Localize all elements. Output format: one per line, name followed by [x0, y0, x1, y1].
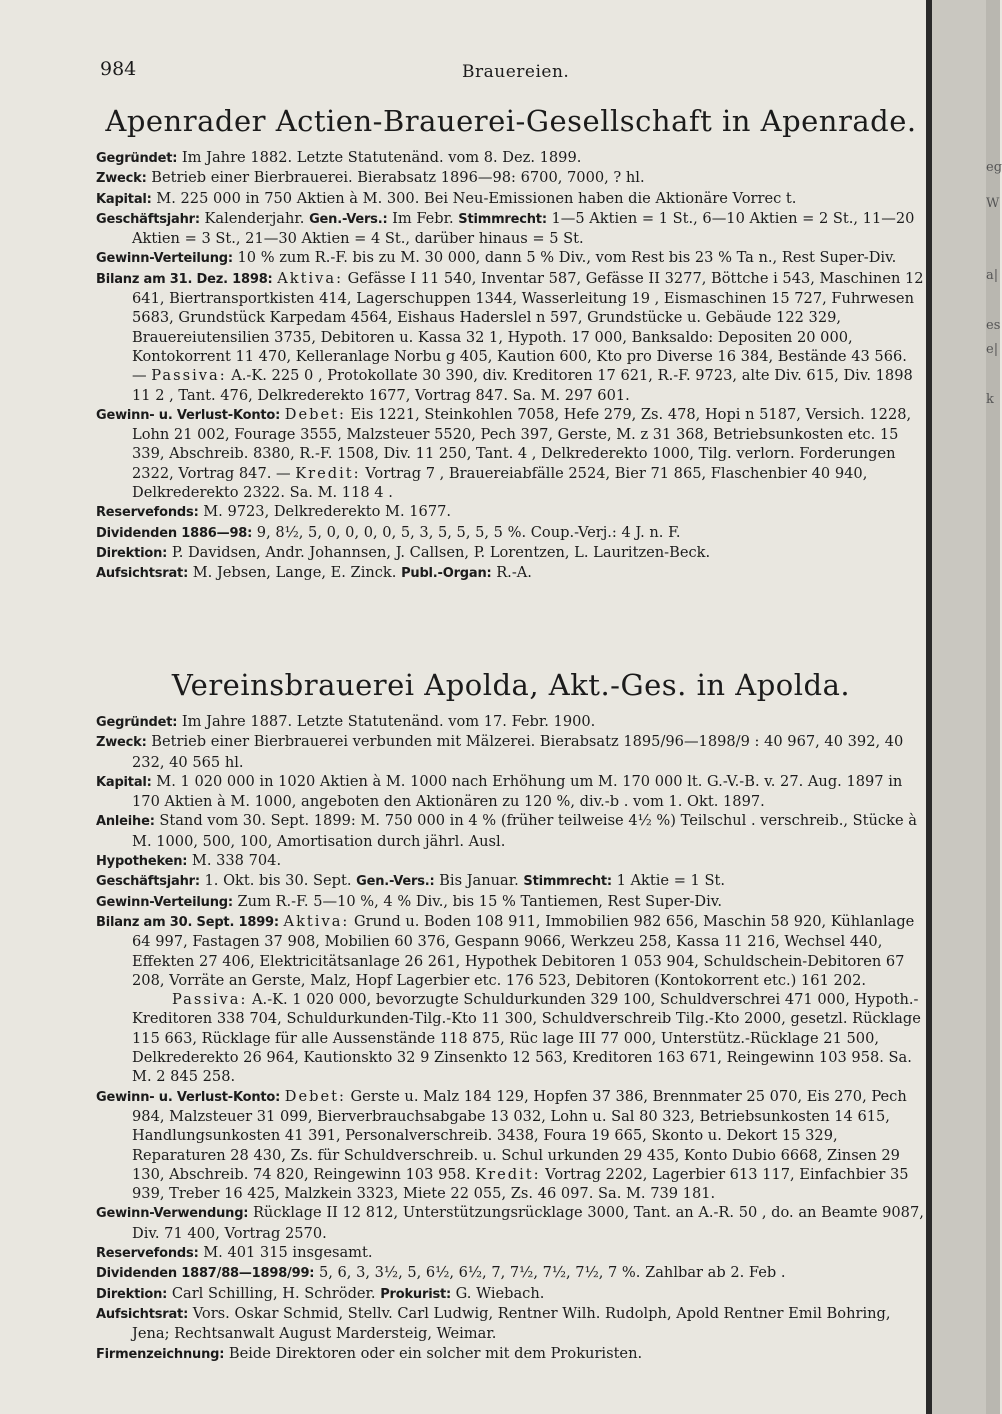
page-header [100, 58, 900, 88]
entry-label: Gewinn- u. Verlust-Konto: [96, 1089, 281, 1105]
entry-label: Kapital: [96, 191, 152, 207]
entry-dividenden [96, 1263, 926, 1283]
entry-label: Gewinn-Verteilung: [96, 894, 233, 910]
entry-kapital [96, 772, 926, 812]
entry-text: M. 401 315 insgesamt. [203, 1244, 373, 1262]
entry-text: P. Davidsen, Andr. Johannsen, J. Callsen, P. Lorentzen, L. Lauritzen-Beck. [171, 543, 711, 561]
gutter-fragment: W [986, 196, 1000, 211]
entry-label: Firmenzeichnung: [96, 1346, 225, 1362]
entry-text: 1 Aktie = 1 St. [616, 872, 725, 890]
entry-text: Vortrag 7 , Brauereiabfälle 2524, Bier 71 865, Flaschenbier 40 940, Delkrederekto 2322. Sa. M. 118 4 . [132, 464, 868, 502]
binding-gutter [926, 0, 1000, 1414]
debet-word: Debet: [284, 405, 346, 423]
entry-text: M. 225 000 in 750 Aktien à M. 300. Bei Neu-Emissionen haben die Aktionäre Vorrec t. [156, 189, 797, 207]
entry-label: Bilanz am 31. Dez. 1898: [96, 271, 273, 287]
entry-text: 1—5 Aktien = 1 St., 6—10 Aktien = 2 St., 11—20 Aktien = 3 St., 21—30 Aktien = 4 St., darüber hinaus = 5 St. [132, 209, 915, 248]
entry-gewinn-verteilung [96, 248, 926, 268]
entry-label: Zweck: [96, 735, 147, 751]
entry-kapital [96, 189, 926, 209]
entry-text: M. 9723, Delkrederekto M. 1677. [203, 503, 452, 521]
entry-gewinn-verteilung [96, 892, 926, 912]
entry-text: Im Jahre 1882. Letzte Statutenänd. vom 8. Dez. 1899. [181, 149, 582, 166]
entry-label: Gen.-Vers.: [309, 211, 388, 227]
entry-label: Gewinn- u. Verlust-Konto: [96, 407, 281, 423]
entry-label: Stimmrecht: [458, 211, 547, 227]
entry-dividenden [96, 523, 926, 543]
entry-label: Dividenden 1887/88—1898/99: [96, 1266, 315, 1282]
company-title: Vereinsbrauerei Apolda, Akt.-Ges. in Apolda. [171, 668, 851, 702]
passiva-word: Passiva: [151, 367, 227, 385]
entry-text: Betrieb einer Bierbrauerei verbunden mit Mälzerei. Bierabsatz 1895/96—1898/9 : 40 967, 40 392, 40 232, 40 565 hl. [132, 733, 904, 771]
entry-text: Bis Januar. [439, 872, 519, 890]
entry-text: 10 % zum R.-F. bis zu M. 30 000, dann 5 % Div., vom Rest bis 23 % Ta n., Rest Super-Div. [237, 249, 897, 267]
entry-zweck [96, 732, 926, 772]
entry-label: Dividenden 1886—98: [96, 525, 253, 541]
entry-label: Reservefonds: [96, 1246, 199, 1262]
entry-text: Beide Direktoren oder ein solcher mit dem Prokuristen. [228, 1344, 643, 1362]
entry-text: Kalenderjahr. [204, 209, 305, 227]
entry-label: Gen.-Vers.: [356, 874, 435, 890]
entry-reservefonds [96, 502, 926, 522]
entry-text: A.-K. 1 020 000, bevorzugte Schuldurkunden 329 100, Schuldverschrei 471 000, Hypoth.-Kreditoren 338 704, Schuldurkunden-Tilg.-Kto 11 300, Schuldverschreib Tilg.-Kto 2000, gesetzl. Rücklage 115 663, Rücklage für alle Aussenstände 118 875, Rüc lage III 77 000, Unterstütz.-Rücklage 21 500, Delkrederekto 26 964, Kautionskto 32 9 Zinsenkto 12 563, Kreditoren 163 671, Reingewinn 103 958. Sa. M. 2 845 258. [132, 991, 921, 1086]
entry-gegruendet [96, 148, 926, 168]
entry-text: 5, 6, 3, 3½, 5, 6½, 6½, 7, 7½, 7½, 7½, 7 %. Zahlbar ab 2. Feb . [318, 1264, 786, 1282]
gutter-fragment: es [986, 318, 1001, 333]
entry-bilanz [96, 912, 926, 990]
entry-gewinn-verwendung [96, 1203, 926, 1243]
entry-text: Rücklage II 12 812, Unterstützungsrücklage 3000, Tant. an A.-R. 50 , do. an Beamte 9087, Div. 71 400, Vortrag 2570. [132, 1204, 924, 1242]
entry-text: Gerste u. Malz 184 129, Hopfen 37 386, Brennmater 25 070, Eis 270, Pech 984, Malzsteuer 31 099, Bierverbrauchsabgabe 13 032, Lohn u. Sal 80 323, Betriebsunkosten 14 615, Handlungsunkosten 41 391, Personalverschreib. 3438, Foura 19 665, Skonto u. Dekort 15 329, Reparaturen 28 430, Zs. für Schuldverschreib. u. Schul urkunden 29 435, Konto Dubio 6668, Zinsen 29 130, Abschreib. 74 820, Reingewinn 103 958. [132, 1087, 907, 1183]
entry-text: M. 338 704. [191, 852, 282, 870]
entry-label: Aufsichtsrat: [96, 566, 189, 582]
entry-text: 9, 8½, 5, 0, 0, 0, 0, 5, 3, 5, 5, 5, 5 %. Coup.-Verj.: 4 J. n. F. [256, 523, 681, 541]
entry-text: Betrieb einer Bierbrauerei. Bierabsatz 1896—98: 6700, 7000, ? hl. [151, 169, 645, 187]
entry-label: Geschäftsjahr: [96, 874, 200, 890]
entry-text: Vortrag 2202, Lagerbier 613 117, Einfachbier 35 939, Treber 16 425, Malzkein 3323, Miete 22 055, Zs. 46 097. Sa. M. 739 181. [132, 1165, 909, 1203]
entry-text: Im Febr. [392, 209, 454, 227]
entry-label: Hypotheken: [96, 854, 188, 870]
page-number: 984 [100, 58, 137, 80]
entry-label: Aufsichtsrat: [96, 1306, 189, 1322]
gutter-fragment: k [986, 392, 994, 407]
kredit-word: Kredit: [475, 1165, 541, 1183]
entry-bilanz [96, 269, 926, 405]
entry-geschaeftsjahr [96, 209, 926, 249]
entry-text: R.-A. [496, 564, 532, 582]
entry-text: Grund u. Boden 108 911, Immobilien 982 656, Maschin 58 920, Kühlanlage 64 997, Fastagen 37 908, Mobilien 60 376, Gespann 9066, Werkzeu 258, Kassa 11 216, Wechsel 440, Effekten 27 406, Elektricitätsanlage 26 261, Hypothek Debitoren 1 053 904, Schuldschein-Debitoren 67 208, Vorräte an Gerste, Malz, Hopf Lagerbier etc. 176 523, Debitoren (Kontokorrent etc.) 161 202. [132, 912, 915, 989]
entry-text: Carl Schilling, H. Schröder. [171, 1284, 376, 1302]
aktiva-word: Aktiva: [283, 912, 350, 930]
entry-label: Gewinn-Verteilung: [96, 251, 233, 267]
passiva-word: Passiva: [172, 991, 248, 1009]
entry-text: Gefässe I 11 540, Inventar 587, Gefässe II 3277, Böttche i 543, Maschinen 12 641, Biertransportkisten 414, Lagerschuppen 1344, Wasserleitung 19 , Eismaschinen 15 727, Fuhrwesen 5683, Grundstück Karpedam 4564, Eishaus Haderslel n 597, Grundstücke u. Gebäude 122 329, Brauereiutensilien 3735, Debitoren u. Kassa 32 1, Hypoth. 17 000, Banksaldo: Depositen 20 000, Kontokorrent 11 470, Kelleranlage Norbu g 405, Kaution 600, Kto pro Diverse 16 384, Bestände 43 566. — [132, 269, 924, 385]
company-title: Apenrader Actien-Brauerei-Gesellschaft in Apenrade. [105, 104, 917, 138]
entry-gewinn-konto [96, 405, 926, 502]
entry-gewinn-konto [96, 1087, 926, 1204]
entry-text: M. Jebsen, Lange, E. Zinck. [192, 564, 397, 582]
entry-firmenzeichnung [96, 1344, 926, 1364]
entry-text: Vors. Oskar Schmid, Stellv. Carl Ludwig, Rentner Wilh. Rudolph, Apold Rentner Emil Bohring, Jena; Rechtsanwalt August Mardersteig, Weimar. [132, 1304, 891, 1343]
entry-label: Geschäftsjahr: [96, 211, 200, 227]
entry-label: Direktion: [96, 545, 168, 561]
entry-label: Bilanz am 30. Sept. 1899: [96, 914, 279, 930]
entry-label: Stimmrecht: [523, 874, 612, 890]
entry-passiva [96, 990, 926, 1086]
entry-label: Gewinn-Verwendung: [96, 1206, 249, 1222]
entry-gegruendet [96, 712, 926, 732]
entry-reservefonds [96, 1243, 926, 1263]
running-head: Brauereien. [462, 62, 570, 82]
entry-text: M. 1 020 000 in 1020 Aktien à M. 1000 nach Erhöhung um M. 170 000 lt. G.-V.-B. v. 27. Aug. 1897 in 170 Aktien à M. 1000, angeboten den Aktionären zu 120 %, div.-b . vom 1. Okt. 1897. [132, 772, 903, 811]
gutter-fragment: a| [986, 268, 999, 283]
entry-label: Direktion: [96, 1286, 168, 1302]
entry-direktion [96, 1284, 926, 1304]
entry-text: Eis 1221, Steinkohlen 7058, Hefe 279, Zs. 478, Hopi n 5187, Versich. 1228, Lohn 21 002, Fourage 3555, Malzsteuer 5520, Pech 397, Gerste, M. z 31 368, Betriebsunkosten etc. 15 339, Abschreib. 8380, R.-F. 1508, Div. 11 250, Tant. 4 , Delkrederekto 1000, Tilg. verlorn. Forderungen 2322, Vortrag 847. — [132, 405, 912, 482]
entry-text: A.-K. 225 0 , Protokollate 30 390, div. Kreditoren 17 621, R.-F. 9723, alte Div. 615, Div. 1898 11 2 , Tant. 476, Delkrederekto 1677, Vortrag 847. Sa. M. 297 601. [132, 367, 913, 404]
entry-label: Reservefonds: [96, 505, 199, 521]
entry-hypotheken [96, 851, 926, 871]
kredit-word: Kredit: [295, 464, 361, 482]
aktiva-word: Aktiva: [277, 269, 343, 287]
entry-label: Kapital: [96, 774, 152, 790]
entry-label: Gegründet: [96, 151, 178, 166]
entry-label: Publ.-Organ: [401, 566, 492, 582]
entry-zweck [96, 168, 926, 188]
entry-text: Zum R.-F. 5—10 %, 4 % Div., bis 15 % Tantiemen, Rest Super-Div. [237, 892, 722, 910]
entry-geschaeftsjahr [96, 871, 926, 891]
entry-direktion [96, 543, 926, 563]
entry-label: Gegründet: [96, 715, 178, 730]
entry-text: G. Wiebach. [455, 1284, 545, 1302]
entry-text: 1. Okt. bis 30. Sept. [204, 872, 352, 890]
debet-word: Debet: [284, 1087, 346, 1105]
entry-label: Zweck: [96, 171, 147, 187]
company-entry-apenrade [96, 104, 926, 584]
entry-label: Anleihe: [96, 814, 155, 830]
gutter-fragment: e| [986, 342, 999, 357]
entry-label: Prokurist: [380, 1286, 452, 1302]
entry-aufsichtsrat [96, 1304, 926, 1344]
company-entry-apolda [96, 668, 926, 1364]
entry-aufsichtsrat [96, 563, 926, 583]
entry-anleihe [96, 811, 926, 851]
entry-text: Stand vom 30. Sept. 1899: M. 750 000 in 4 % (früher teilweise 4½ %) Teilschul . verschreib., Stücke à M. 1000, 500, 100, Amortisation durch jährl. Ausl. [132, 812, 917, 850]
gutter-fragment: eg [986, 160, 1002, 175]
entry-text: Im Jahre 1887. Letzte Statutenänd. vom 17. Febr. 1900. [181, 713, 596, 730]
